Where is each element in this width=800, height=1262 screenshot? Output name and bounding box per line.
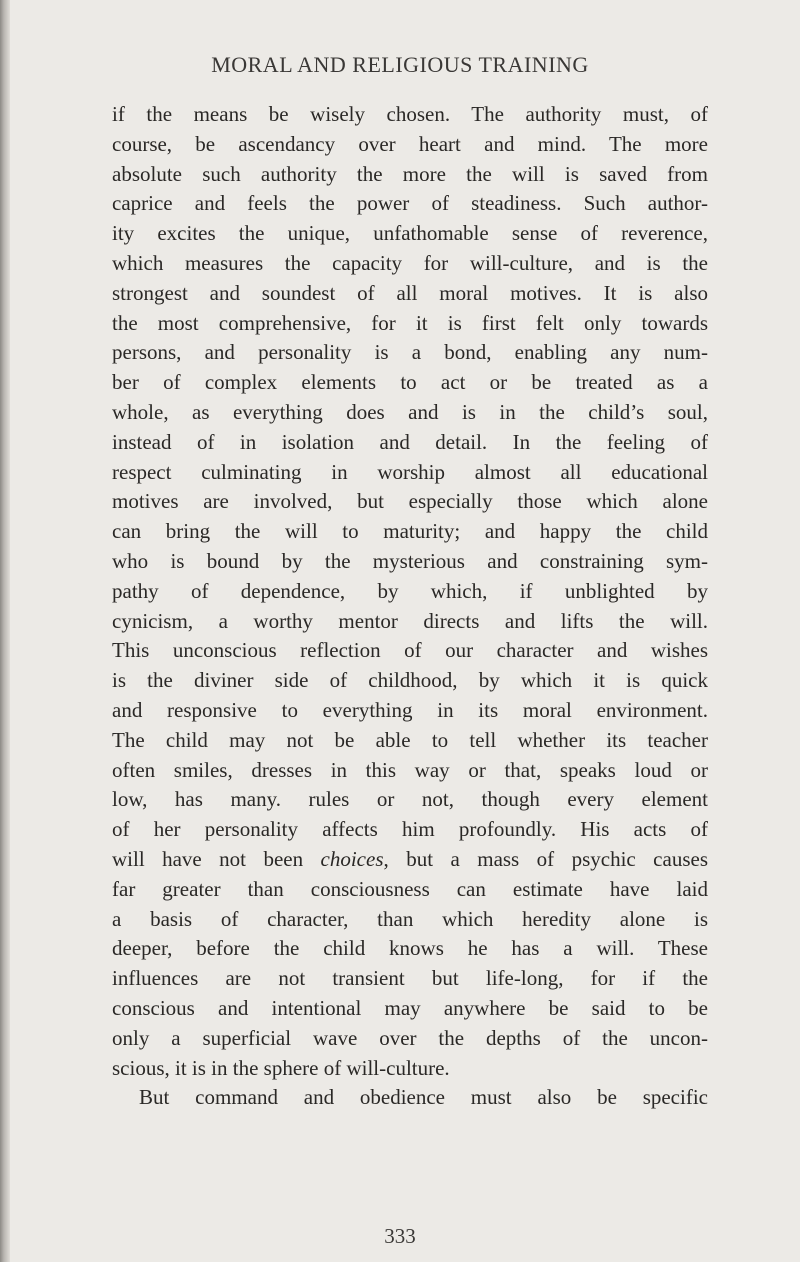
text-line: the most comprehensive, for it is first felt only towards: [112, 310, 708, 335]
text-line: pathy of dependence, by which, if unblighted by: [112, 578, 708, 603]
page-number: 333: [384, 1224, 416, 1248]
text-line: which measures the capacity for will-culture, and is the: [112, 250, 708, 275]
text-line: ity excites the unique, unfathomable sense of reverence,: [112, 221, 708, 246]
text-line: cynicism, a worthy mentor directs and lifts the will.: [112, 608, 708, 633]
text-line: course, be ascendancy over heart and mind. The more: [112, 131, 708, 156]
text-line: conscious and intentional may anywhere be said to be: [112, 995, 708, 1020]
text-line: of her personality affects him profoundly. His acts of: [112, 817, 708, 842]
text-line: This unconscious reflection of our character and wishes: [112, 638, 708, 663]
text-line: absolute such authority the more the will is saved from: [112, 161, 708, 186]
text-line: if the means be wisely chosen. The authority must, of: [112, 102, 708, 126]
text-line: far greater than consciousness can estimate have laid: [112, 876, 708, 901]
text-line: is the diviner side of childhood, by which it is quick: [112, 668, 708, 693]
text-line: whole, as everything does and is in the child’s soul,: [112, 399, 708, 424]
text-line: a basis of character, than which heredity alone is: [112, 906, 708, 931]
text-line: respect culminating in worship almost all educational: [112, 459, 708, 484]
text-line: deeper, before the child knows he has a will. These: [112, 936, 708, 961]
text-line: strongest and soundest of all moral motives. It is also: [112, 280, 708, 305]
italic-word: choices: [320, 846, 384, 871]
text-line: ber of complex elements to act or be treated as a: [112, 370, 708, 395]
text-line: often smiles, dresses in this way or that, speaks loud or: [112, 757, 708, 782]
paragraph-start-line: But command and obedience must also be specific: [139, 1085, 708, 1110]
text-line-with-italic: [112, 845, 708, 875]
text-run: will have not been: [112, 846, 321, 871]
binding-shadow: [0, 0, 10, 1262]
text-line: motives are involved, but especially those which alone: [112, 489, 708, 514]
text-line: who is bound by the mysterious and constraining sym-: [112, 548, 708, 573]
text-line: and responsive to everything in its moral environment.: [112, 697, 708, 722]
text-line: caprice and feels the power of steadiness. Such author-: [112, 191, 708, 216]
paragraph-end-line: scious, it is in the sphere of will-culture.: [112, 1055, 450, 1080]
body-text: [112, 100, 708, 1113]
running-header: MORAL AND RELIGIOUS TRAINING: [211, 52, 589, 77]
text-line: low, has many. rules or not, though every element: [112, 787, 708, 812]
text-line: instead of in isolation and detail. In the feeling of: [112, 429, 708, 454]
text-line: only a superficial wave over the depths of the uncon-: [112, 1025, 708, 1050]
text-line: persons, and personality is a bond, enabling any num-: [112, 340, 708, 365]
text-run: , but a mass of psychic causes: [383, 846, 708, 871]
text-line: The child may not be able to tell whether its teacher: [112, 727, 708, 752]
text-line: influences are not transient but life-long, for if the: [112, 966, 708, 991]
text-line: can bring the will to maturity; and happy the child: [112, 519, 708, 544]
